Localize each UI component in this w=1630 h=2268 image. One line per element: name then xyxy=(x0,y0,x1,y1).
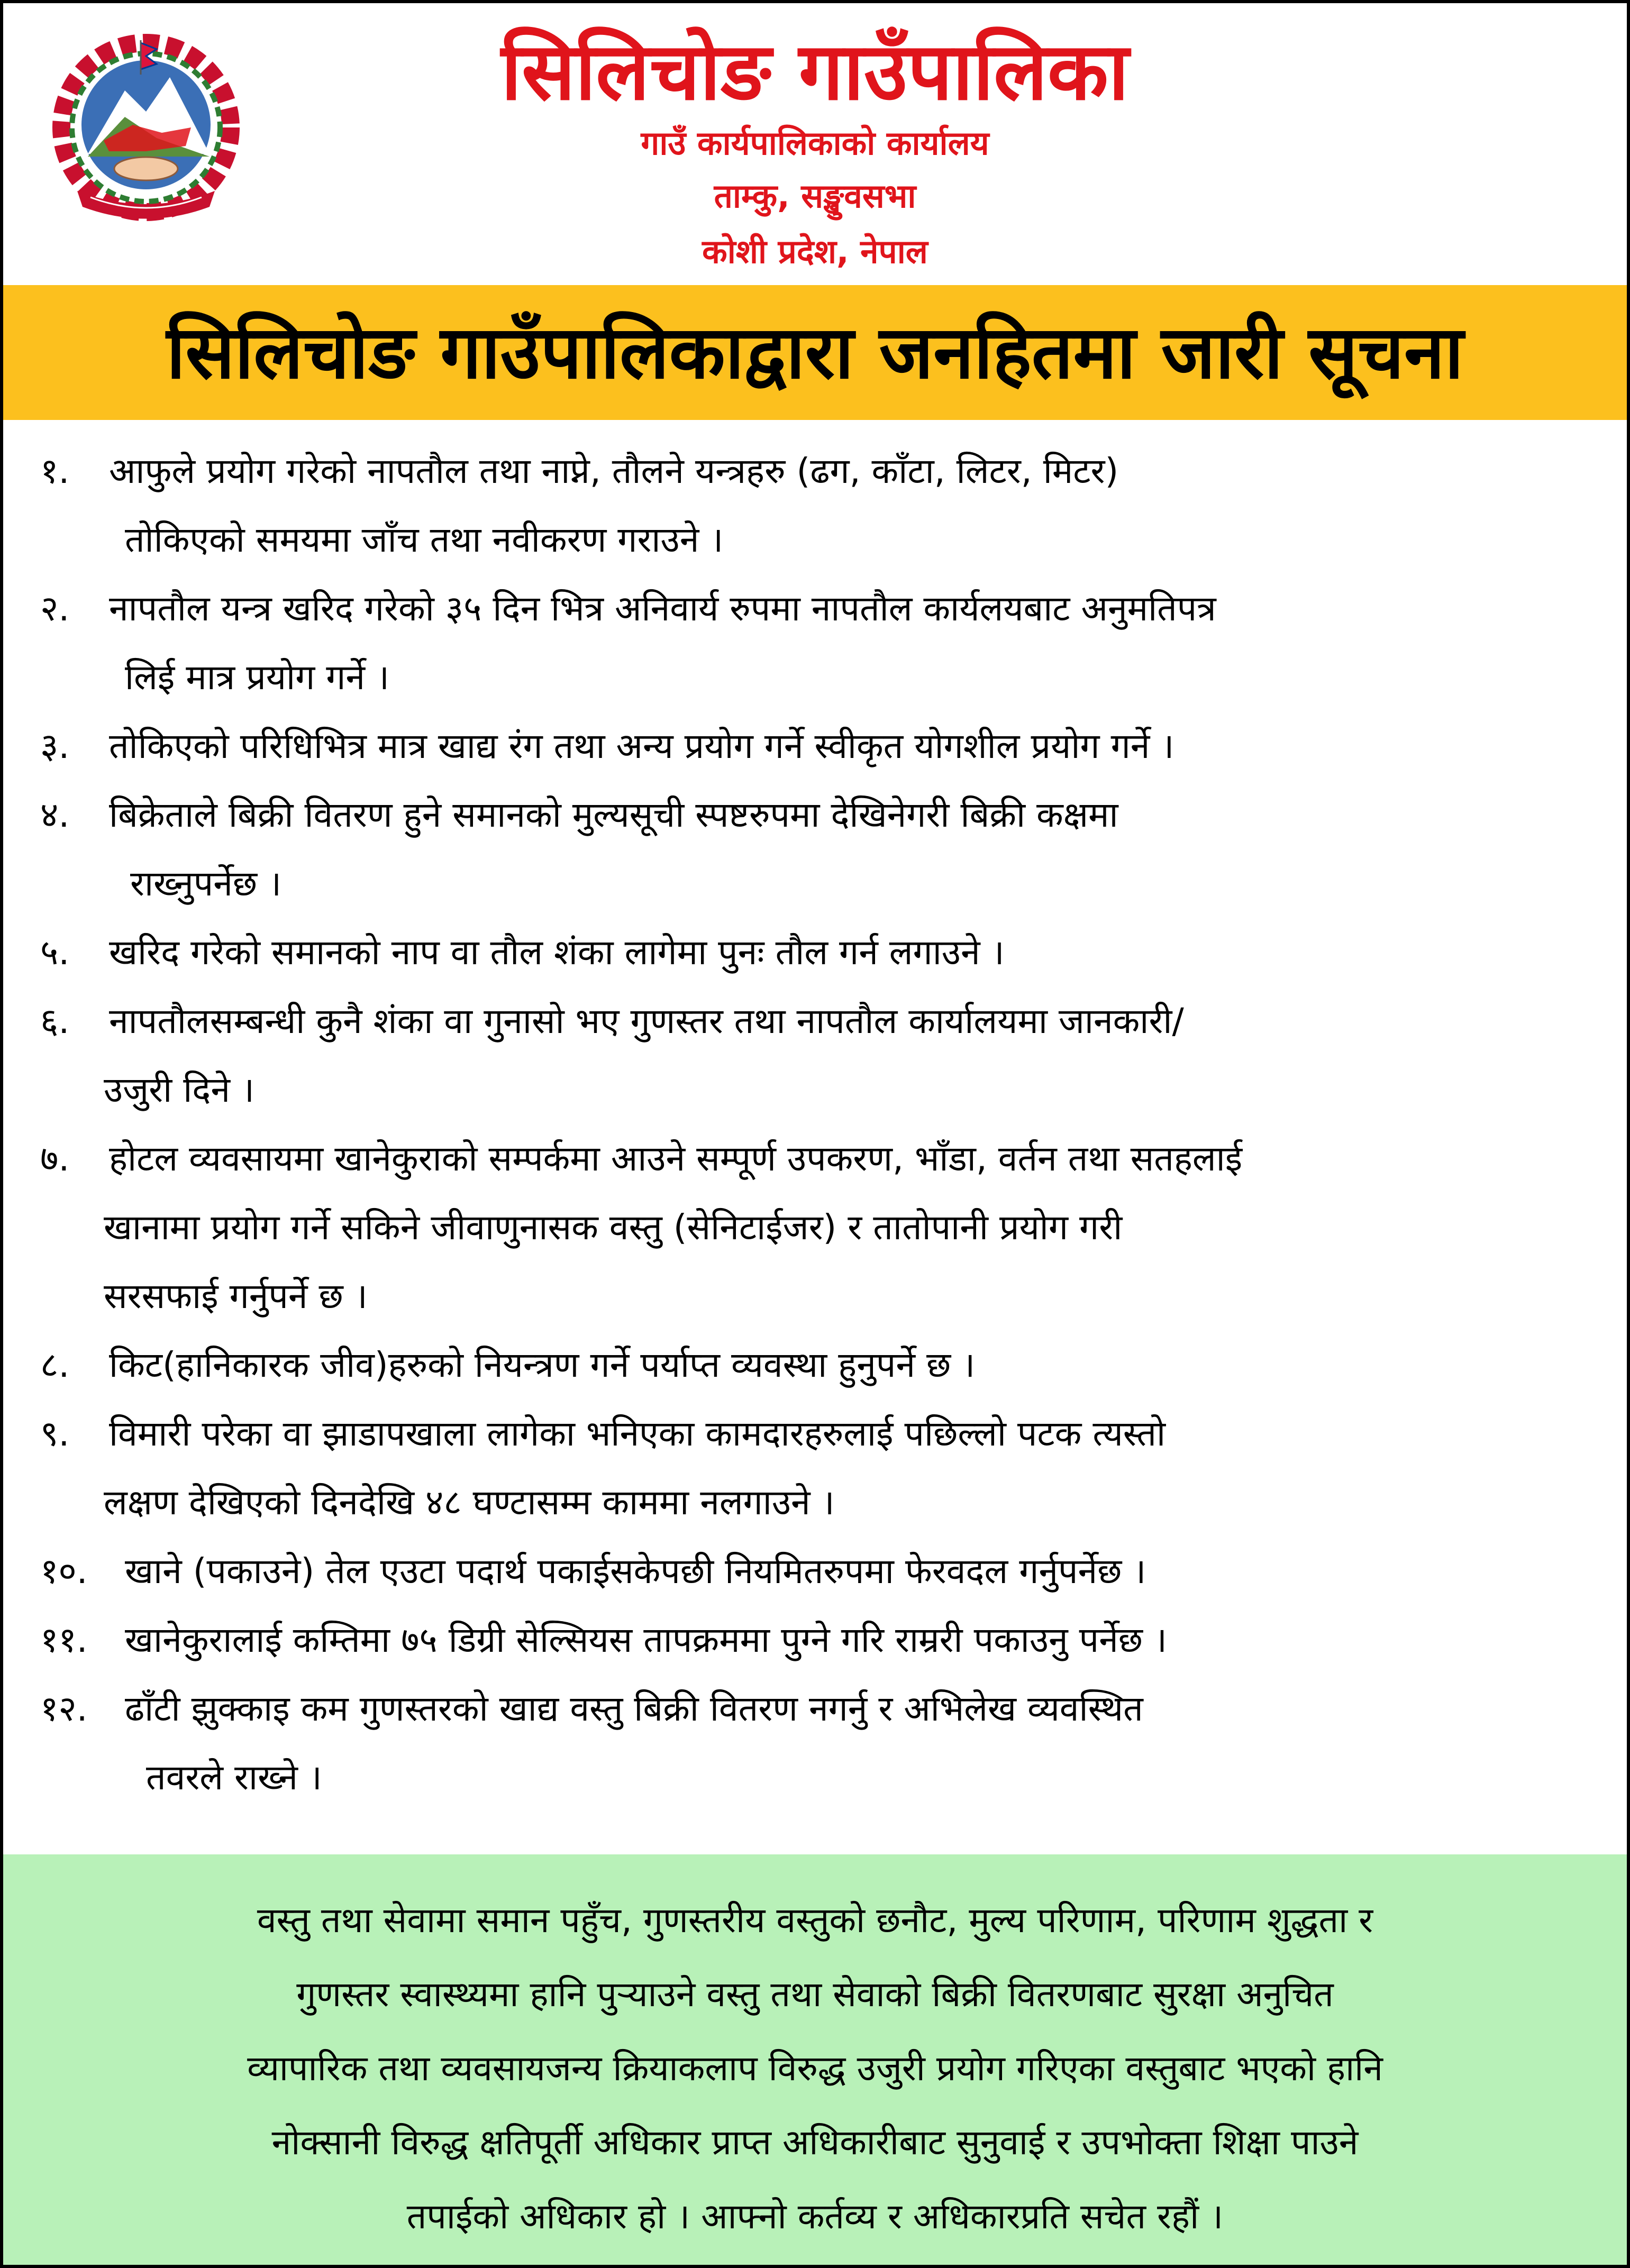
footer-line: वस्तु तथा सेवामा समान पहुँच, गुणस्तरीय वस्तुको छनौट, मुल्य परिणाम, परिणाम शुद्धता र xyxy=(257,1900,1373,1941)
item-number: १. xyxy=(40,451,70,491)
item-text: तोकिएको परिधिभित्र मात्र खाद्य रंग तथा अन्य प्रयोग गर्ने स्वीकृत योगशील प्रयोग गर्ने । xyxy=(109,726,1174,766)
item-text-continued: लिई मात्र प्रयोग गर्ने । xyxy=(125,657,390,698)
item-number: १२. xyxy=(40,1688,88,1729)
item-text-continued: खानामा प्रयोग गर्ने सकिने जीवाणुनासक वस्तु (सेनिटाईजर) र तातोपानी प्रयोग गरी xyxy=(104,1207,1123,1248)
item-text: बिक्रेताले बिक्री वितरण हुने समानको मुल्यसूची स्पष्टरुपमा देखिनेगरी बिक्री कक्षमा xyxy=(109,794,1118,835)
rights-footer xyxy=(3,1854,1627,2268)
item-text: खरिद गरेको समानको नाप वा तौल शंका लागेमा पुनः तौल गर्न लगाउने । xyxy=(109,932,1005,973)
item-text: नापतौल यन्त्र खरिद गरेको ३५ दिन भित्र अनिवार्य रुपमा नापतौल कार्यलयबाट अनुमतिपत्र xyxy=(109,588,1216,629)
footer-line: व्यापारिक तथा व्यवसायजन्य क्रियाकलाप विरुद्ध उजुरी प्रयोग गरिएका वस्तुबाट भएको हानि xyxy=(247,2048,1383,2089)
item-text: होटल व्यवसायमा खानेकुराको सम्पर्कमा आउने सम्पूर्ण उपकरण, भाँडा, वर्तन तथा सतहलाई xyxy=(109,1138,1243,1179)
office-province: कोशी प्रदेश, नेपाल xyxy=(702,232,928,271)
item-number: ९. xyxy=(40,1413,70,1454)
footer-line: गुणस्तर स्वास्थ्यमा हानि पुऱ्याउने वस्तु तथा सेवाको बिक्री वितरणबाट सुरक्षा अनुचित xyxy=(296,1974,1334,2015)
item-text: विमारी परेका वा झाडापखाला लागेका भनिएका कामदारहरुलाई पछिल्लो पटक त्यस्तो xyxy=(109,1413,1166,1454)
item-text-continued: उजुरी दिने । xyxy=(104,1069,254,1110)
item-number: ११. xyxy=(40,1620,88,1660)
item-text: किट(हानिकारक जीव)हरुको नियन्त्रण गर्ने पर्याप्त व्यवस्था हुनुपर्ने छ । xyxy=(109,1345,976,1385)
item-number: ५. xyxy=(40,932,70,973)
item-text-continued: लक्षण देखिएको दिनदेखि ४८ घण्टासम्म काममा नलगाउने । xyxy=(104,1482,835,1523)
footer-line: तपाईको अधिकार हो । आफ्नो कर्तव्य र अधिकारप्रति सचेत रहौं । xyxy=(406,2196,1224,2237)
item-text-continued: तवरले राख्ने । xyxy=(146,1757,322,1798)
item-text: ढाँटी झुक्काइ कम गुणस्तरको खाद्य वस्तु बिक्री वितरण नगर्नु र अभिलेख व्यवस्थित xyxy=(125,1688,1143,1729)
municipality-name: सिलिचोङ गाउँपालिका xyxy=(501,26,1129,118)
item-text: खाने (पकाउने) तेल एउटा पदार्थ पकाईसकेपछी नियमितरुपमा फेरवदल गर्नुपर्नेछ । xyxy=(125,1551,1146,1592)
item-number: ४. xyxy=(40,794,70,835)
item-number: ३. xyxy=(40,726,70,766)
item-number: १०. xyxy=(40,1551,88,1592)
item-text-continued: राख्नुपर्नेछ । xyxy=(130,863,282,904)
footer-line: नोक्सानी विरुद्ध क्षतिपूर्ती अधिकार प्राप्त अधिकारीबाट सुनुवाई र उपभोक्ता शिक्षा पाउने xyxy=(271,2122,1359,2163)
item-text-continued: तोकिएको समयमा जाँच तथा नवीकरण गराउने । xyxy=(125,519,724,560)
office-name: गाउँ कार्यपालिकाको कार्यालय xyxy=(641,124,989,162)
notice-title: सिलिचोङ गाउँपालिकाद्वारा जनहितमा जारी सूचना xyxy=(166,309,1464,395)
item-number: ७. xyxy=(40,1138,70,1179)
notice-list xyxy=(3,426,1627,1849)
item-text: नापतौलसम्बन्धी कुनै शंका वा गुनासो भए गुणस्तर तथा नापतौल कार्यालयमा जानकारी/ xyxy=(109,1001,1184,1041)
item-text: आफुले प्रयोग गरेको नापतौल तथा नाप्ने, तौलने यन्त्रहरु (ढग, काँटा, लिटर, मिटर) xyxy=(109,451,1119,491)
item-number: ६. xyxy=(40,1001,70,1041)
notice-banner xyxy=(3,285,1627,420)
header xyxy=(3,3,1627,284)
item-number: २. xyxy=(40,588,70,629)
office-address: ताम्कु, सङ्खुवसभा xyxy=(714,177,916,215)
item-number: ८. xyxy=(40,1345,70,1385)
item-text: खानेकुरालाई कम्तिमा ७५ डिग्री सेल्सियस तापक्रममा पुग्ने गरि राम्ररी पकाउनु पर्नेछ । xyxy=(125,1620,1168,1660)
item-text-continued: सरसफाई गर्नुपर्ने छ । xyxy=(104,1276,368,1316)
